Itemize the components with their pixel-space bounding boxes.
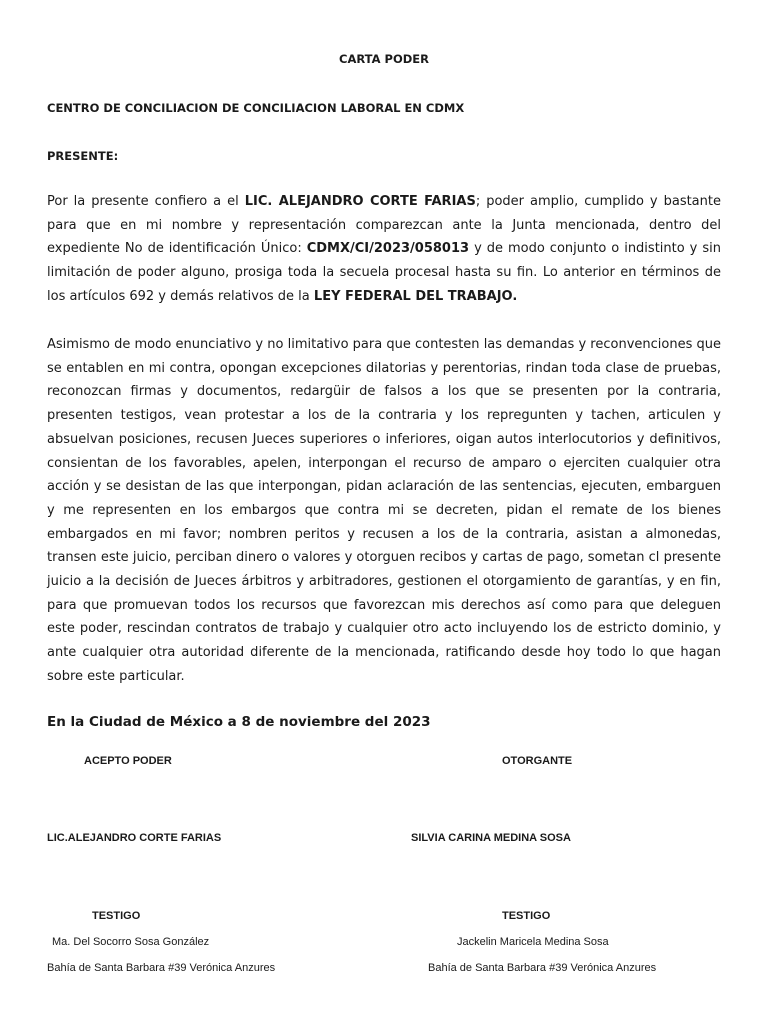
- witness-right-name: Jackelin Maricela Medina Sosa: [457, 936, 609, 948]
- case-id: CDMX/CI/2023/058013: [306, 241, 470, 257]
- grantor-label: OTORGANTE: [502, 755, 573, 767]
- attorney-signature-name: LIC.ALEJANDRO CORTE FARIAS: [47, 832, 222, 844]
- law-name: LEY FEDERAL DEL TRABAJO.: [313, 288, 518, 304]
- witness-right-address: Bahía de Santa Barbara #39 Verónica Anzures: [428, 962, 657, 974]
- document-title: CARTA PODER: [339, 52, 429, 66]
- accept-power-label: ACEPTO PODER: [84, 755, 172, 767]
- paragraph-1-text-2: ; poder amplio, cumplido y bastante para que en mi nombre y representación comparezcan ante la Junta mencionada, dentro del expediente No de identificación Único:: [47, 194, 721, 257]
- witness-left-name: Ma. Del Socorro Sosa González: [52, 936, 210, 948]
- witness-right-label: TESTIGO: [502, 910, 551, 922]
- greeting: PRESENTE:: [47, 149, 119, 163]
- paragraph-1-text-1: Por la presente confiero a el: [47, 194, 245, 209]
- paragraph-1-text-3: y de modo conjunto o indistinto y sin limitación de poder alguno, prosiga toda la secuela procesal hasta su fin. Lo anterior en términos de los artículos 692 y demás relativos de la: [47, 241, 721, 304]
- attorney-name: LIC. ALEJANDRO CORTE FARIAS: [244, 194, 476, 209]
- witness-left-label: TESTIGO: [92, 910, 141, 922]
- paragraph-1: [47, 190, 721, 309]
- witness-left-address: Bahía de Santa Barbara #39 Verónica Anzures: [47, 962, 276, 974]
- addressee: CENTRO DE CONCILIACION DE CONCILIACION LABORAL EN CDMX: [47, 101, 465, 115]
- grantor-signature-name: SILVIA CARINA MEDINA SOSA: [411, 832, 571, 844]
- paragraph-2: Asimismo de modo enunciativo y no limitativo para que contesten las demandas y reconvenciones que se entablen en mi contra, opongan excepciones dilatorias y perentorias, rindan toda clase de pruebas, reconozcan firmas y documentos, redargüir de falsos a los que se presenten por la contraria, presenten testigos, vean protestar a los de la contraria y los repregunten y tachen, articulen y absuelvan posiciones, recusen Jueces superiores o inferiores, oigan autos interlocutorios y definitivos, consientan de los favorables, apelen, interpongan el recurso de amparo o ejerciten cualquier otra acción y se desistan de las que interpongan, pidan aclaración de las sentencias, ejecuten, embarguen y me representen en los embargos que contra mi se decreten, pidan el remate de los bienes embargados en mi favor; nombren peritos y recusen a los de la contraria, asistan a almonedas, transen este juicio, perciban dinero o valores y otorguen recibos y cartas de pago, sometan cl presente juicio a la decisión de Jueces árbitros y arbitradores, gestionen el otorgamiento de garantías, y en fin, para que promuevan todos los recursos que favorezcan mis derechos así como para que deleguen este poder, rescindan contratos de trabajo y cualquier otro acto incluyendo los de estricto dominio, y ante cualquier otra autoridad diferente de la mencionada, ratificando desde hoy todo lo que hagan sobre este particular.: [47, 337, 721, 684]
- place-date: En la Ciudad de México a 8 de noviembre del 2023: [47, 714, 431, 730]
